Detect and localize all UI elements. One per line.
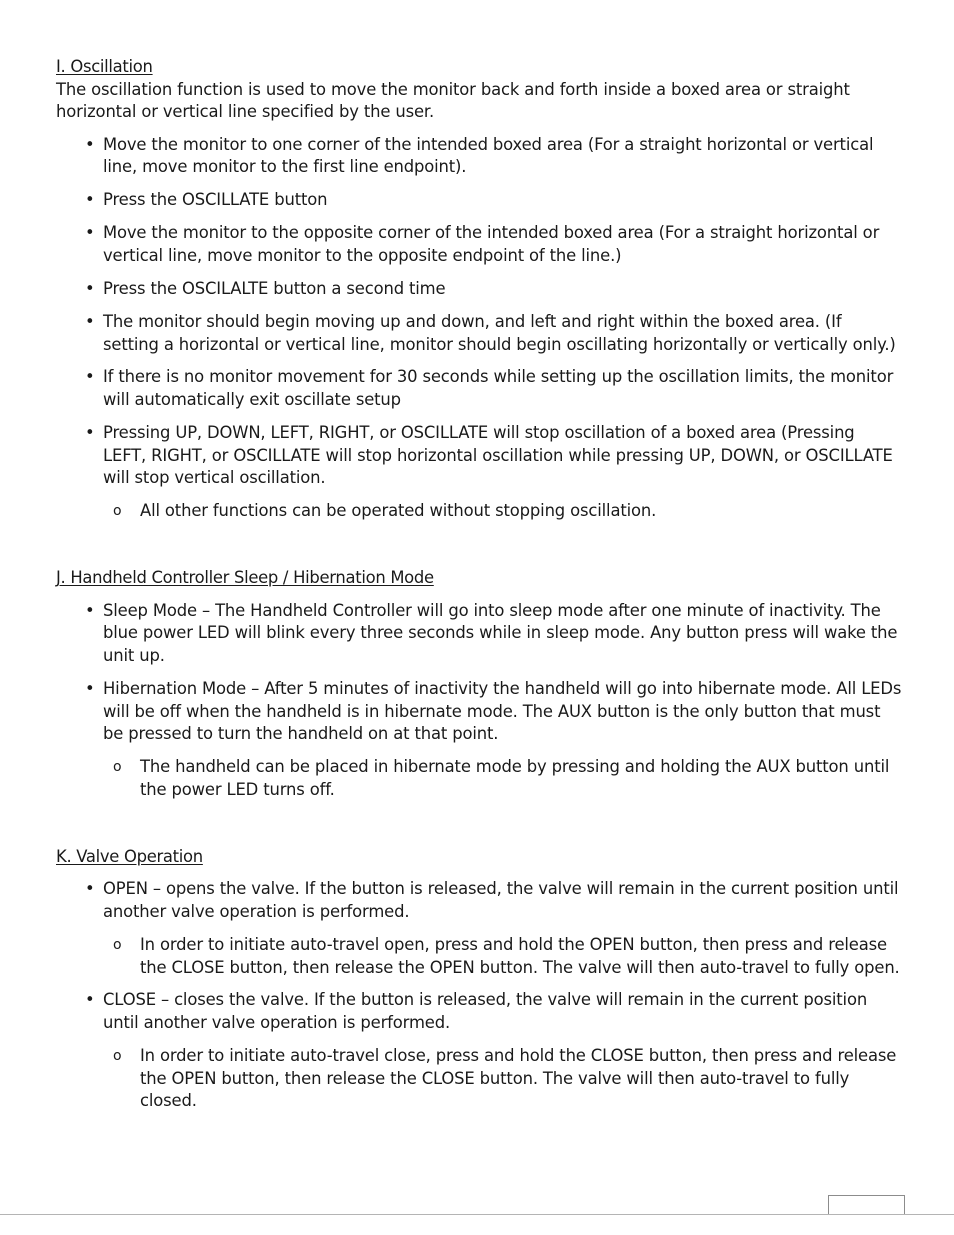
list-item xyxy=(56,422,902,523)
footer-rule xyxy=(0,1214,954,1215)
sub-bullet-marker: o xyxy=(113,936,122,953)
page-number-box xyxy=(828,1195,905,1214)
list-item-text: If there is no monitor movement for 30 seconds while setting up the oscillation limits, the monitor will automatically exit oscillate setup xyxy=(103,367,894,410)
list-item-text: Move the monitor to one corner of the intended boxed area (For a straight horizontal or vertical line, move monitor to the first line endpoint). xyxy=(103,134,874,177)
sub-bullet-marker: o xyxy=(113,759,122,776)
list-item xyxy=(56,189,902,212)
sub-bullet-marker: o xyxy=(113,1048,122,1065)
list-item xyxy=(56,311,902,356)
valve-operation-list xyxy=(56,878,902,1113)
bullet-marker: • xyxy=(85,678,95,698)
section-spacer xyxy=(56,533,902,567)
sub-list-item-text: In order to initiate auto-travel close, press and hold the CLOSE button, then press and release the OPEN button, then release the CLOSE button. The valve will then auto-travel to fully closed. xyxy=(140,1046,897,1111)
section-heading-valve-operation: K. Valve Operation xyxy=(56,846,203,866)
sub-list xyxy=(103,934,902,979)
bullet-marker: • xyxy=(85,879,95,899)
list-item xyxy=(56,278,902,301)
heading-spacer xyxy=(56,590,902,600)
sub-list-item-text: The handheld can be placed in hibernate mode by pressing and holding the AUX button until the power LED turns off. xyxy=(140,757,890,799)
list-item-text: Hibernation Mode – After 5 minutes of inactivity the handheld will go into hibernate mode. All LEDs will be off when the handheld is in hibernate mode. The AUX button is the only button that must be pressed to turn the handheld on at that point. xyxy=(103,678,902,744)
list-item-text: Move the monitor to the opposite corner of the intended boxed area (For a straight horizontal or vertical line, move monitor to the opposite endpoint of the line.) xyxy=(103,223,880,265)
bullet-marker: • xyxy=(85,134,95,154)
heading-spacer xyxy=(56,868,902,878)
bullet-marker: • xyxy=(85,190,95,210)
bullet-marker: • xyxy=(85,223,95,243)
bullet-marker: • xyxy=(85,311,95,331)
sub-list-item xyxy=(103,1045,902,1113)
list-item xyxy=(56,600,902,668)
section-intro-oscillation: The oscillation function is used to move the monitor back and forth inside a boxed area or straight horizontal or vertical line specified by the user. xyxy=(56,79,850,122)
sleep-hibernation-list xyxy=(56,600,902,802)
list-item xyxy=(56,878,902,979)
oscillation-list xyxy=(56,134,902,523)
bullet-marker: • xyxy=(85,990,95,1010)
sub-list-item xyxy=(103,500,902,523)
list-item xyxy=(56,989,902,1112)
section-spacer xyxy=(56,812,902,846)
list-item-text: CLOSE – closes the valve. If the button is released, the valve will remain in the current position until another valve operation is performed. xyxy=(103,990,868,1033)
sub-list-item xyxy=(103,934,902,979)
bullet-marker: • xyxy=(85,600,95,620)
sub-list xyxy=(103,1045,902,1113)
sub-list xyxy=(103,500,902,523)
list-item-text: OPEN – opens the valve. If the button is released, the valve will remain in the current position until another valve operation is performed. xyxy=(103,879,899,921)
bullet-marker: • xyxy=(85,423,95,443)
list-item xyxy=(56,678,902,801)
list-item xyxy=(56,222,902,267)
list-item-text: The monitor should begin moving up and down, and left and right within the boxed area. (If setting a horizontal or vertical line, monitor should begin oscillating horizontally or vertically only.) xyxy=(103,311,896,354)
bullet-marker: • xyxy=(85,278,95,298)
list-item-text: Press the OSCILLATE button xyxy=(103,190,328,210)
sub-list-item-text: In order to initiate auto-travel open, press and hold the OPEN button, then press and release the CLOSE button, then release the OPEN button. The valve will then auto-travel to fully open. xyxy=(140,934,900,977)
list-item xyxy=(56,134,902,179)
document-page xyxy=(56,56,902,1123)
list-item-text: Pressing UP, DOWN, LEFT, RIGHT, or OSCILLATE will stop oscillation of a boxed area (Pressing LEFT, RIGHT, or OSCILLATE will stop horizontal oscillation while pressing UP, DOWN, or OSCILLATE will stop vertical oscillation. xyxy=(103,423,893,488)
sub-list xyxy=(103,756,902,801)
list-item xyxy=(56,366,902,411)
section-heading-sleep-hibernation: J. Handheld Controller Sleep / Hibernation Mode xyxy=(56,568,434,588)
bullet-marker: • xyxy=(85,367,95,387)
section-heading-oscillation: I. Oscillation xyxy=(56,57,153,76)
sub-bullet-marker: o xyxy=(113,503,122,520)
sub-list-item-text: All other functions can be operated without stopping oscillation. xyxy=(140,501,657,521)
list-item-text: Press the OSCILALTE button a second time xyxy=(103,278,446,298)
list-item-text: Sleep Mode – The Handheld Controller will go into sleep mode after one minute of inactivity. The blue power LED will blink every three seconds while in sleep mode. Any button press will wake the unit up. xyxy=(103,600,898,665)
sub-list-item xyxy=(103,756,902,801)
